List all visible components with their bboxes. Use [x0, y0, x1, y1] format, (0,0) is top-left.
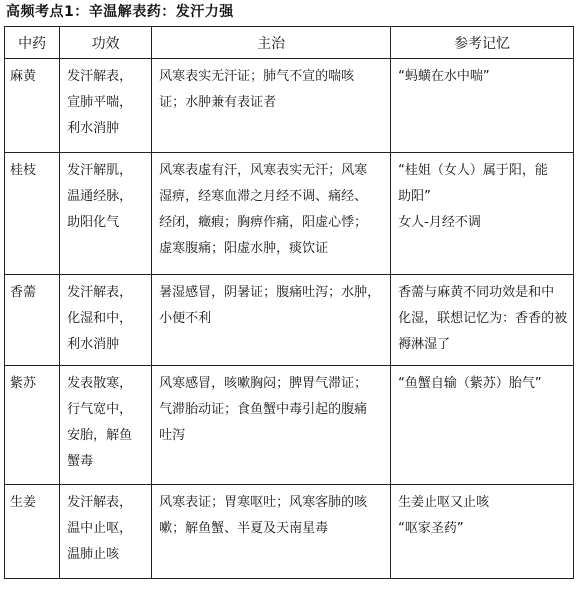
header-herb: 中药 — [5, 27, 60, 59]
indication-cell — [152, 59, 391, 153]
header-memory: 参考记忆 — [391, 27, 574, 59]
indication-cell-line: 风寒感冒，咳嗽胸闷；脾胃气滞证； — [159, 376, 368, 391]
indication-cell — [152, 153, 391, 275]
effect-cell-line: 化湿和中， — [67, 311, 133, 326]
effect-cell-line: 温肺止咳 — [67, 547, 120, 562]
effect-cell — [60, 485, 152, 579]
effect-cell — [60, 59, 152, 153]
table-row — [5, 366, 574, 485]
herb-name-cell-text: 香薷 — [10, 285, 37, 300]
indication-cell-line: 小便不利 — [159, 311, 212, 326]
effect-cell-line: 发汗解表， — [67, 285, 133, 300]
herb-name-cell — [5, 366, 60, 485]
indication-cell-line: 嗽；解鱼蟹、半夏及天南星毒 — [159, 521, 329, 536]
memory-cell-line: 生姜止呕又止咳 — [398, 495, 490, 510]
memory-cell-line: 助阳” — [398, 189, 431, 204]
indication-cell-line: 风寒表证；胃寒呕吐；风寒客肺的咳 — [159, 495, 368, 510]
header-effect: 功效 — [60, 27, 152, 59]
memory-cell-line: 化湿，联想记忆为：香香的被 — [398, 311, 568, 326]
indication-cell-line: 吐泻 — [159, 428, 186, 443]
memory-cell — [391, 153, 574, 275]
effect-cell — [60, 153, 152, 275]
effect-cell — [60, 275, 152, 366]
effect-cell-line: 行气宽中， — [67, 402, 133, 417]
herb-name-cell-text: 生姜 — [10, 495, 37, 510]
effect-cell-line: 发汗解表， — [67, 495, 133, 510]
indication-cell-line: 风寒表虚有汗，风寒表实无汗；风寒 — [159, 163, 368, 178]
memory-cell-line: “呕家圣药” — [398, 521, 464, 536]
indication-cell-line: 经闭，癥瘕；胸痹作痛，阳虚心悸； — [159, 215, 368, 230]
effect-cell-line: 发汗解表， — [67, 69, 133, 84]
effect-cell-line: 发汗解肌， — [67, 163, 133, 178]
effect-cell-line: 发表散寒， — [67, 376, 133, 391]
page-title: 高频考点1：辛温解表药：发汗力强 — [6, 4, 234, 20]
memory-cell-line: 褥淋湿了 — [398, 337, 451, 352]
effect-cell-line: 利水消肿 — [67, 337, 120, 352]
effect-cell-line: 助阳化气 — [67, 215, 120, 230]
effect-cell-line: 安胎，解鱼 — [67, 428, 133, 443]
effect-cell-line: 温通经脉， — [67, 189, 133, 204]
table-row — [5, 275, 574, 366]
table-row — [5, 153, 574, 275]
effect-cell-line: 温中止呕， — [67, 521, 133, 536]
indication-cell — [152, 275, 391, 366]
herb-name-cell — [5, 485, 60, 579]
table-row — [5, 59, 574, 153]
herb-table — [4, 26, 574, 579]
herb-name-cell-text: 紫苏 — [10, 376, 37, 391]
memory-cell — [391, 366, 574, 485]
indication-cell-line: 暑湿感冒，阴暑证；腹痛吐泻；水肿， — [159, 285, 381, 300]
effect-cell — [60, 366, 152, 485]
header-indication: 主治 — [152, 27, 391, 59]
herb-name-cell — [5, 275, 60, 366]
effect-cell-line: 宣肺平喘， — [67, 95, 133, 110]
indication-cell-line: 气滞胎动证；食鱼蟹中毒引起的腹痛 — [159, 402, 368, 417]
herb-name-cell — [5, 59, 60, 153]
indication-cell-line: 湿痹，经寒血滞之月经不调、痛经、 — [159, 189, 368, 204]
memory-cell — [391, 275, 574, 366]
memory-cell — [391, 485, 574, 579]
herb-name-cell-text: 桂枝 — [10, 163, 37, 178]
effect-cell-line: 利水消肿 — [67, 121, 120, 136]
herb-name-cell — [5, 153, 60, 275]
herb-name-cell-text: 麻黄 — [10, 69, 37, 84]
memory-cell-line: “桂姐（女人）属于阳，能 — [398, 163, 548, 178]
effect-cell-line: 蟹毒 — [67, 454, 94, 469]
memory-cell-line: “鱼蟹自输（紫苏）胎气” — [398, 376, 542, 391]
memory-cell — [391, 59, 574, 153]
indication-cell — [152, 366, 391, 485]
indication-cell — [152, 485, 391, 579]
table-row — [5, 485, 574, 579]
memory-cell-line: 女人-月经不调 — [398, 215, 481, 230]
indication-cell-line: 虚寒腹痛；阳虚水肿，痰饮证 — [159, 241, 329, 256]
memory-cell-line: 香薷与麻黄不同功效是和中 — [398, 285, 555, 300]
table-header-row — [5, 27, 574, 59]
indication-cell-line: 证；水肿兼有表证者 — [159, 95, 277, 110]
indication-cell-line: 风寒表实无汗证；肺气不宣的喘咳 — [159, 69, 355, 84]
memory-cell-line: “蚂蟥在水中喘” — [398, 69, 490, 84]
